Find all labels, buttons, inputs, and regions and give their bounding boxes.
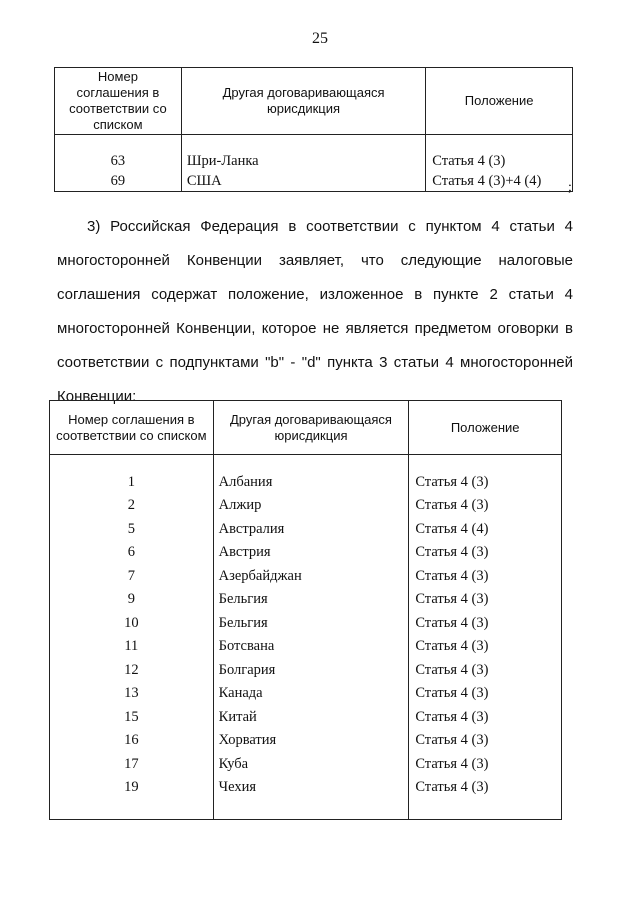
provision-text: Статья 4 (3): [409, 635, 562, 659]
table-row: [50, 729, 562, 753]
column-header-jurisdiction: Другая договаривающаяся юрисдикция: [181, 68, 425, 135]
column-header-number: Номер соглашения в соответствии со списком: [50, 401, 214, 455]
provision-text: Статья 4 (4): [409, 517, 562, 541]
provision-text: Статья 4 (3): [409, 541, 562, 565]
provision-text: Статья 4 (3): [409, 776, 562, 800]
column-header-jurisdiction: Другая договаривающаяся юрисдикция: [213, 401, 409, 455]
jurisdiction-name: Бельгия: [213, 611, 409, 635]
table-row: [50, 776, 562, 800]
table-row: [50, 588, 562, 612]
provision-text: Статья 4 (3): [409, 564, 562, 588]
table-row: [50, 517, 562, 541]
declaration-paragraph: [57, 210, 573, 414]
table-1-body: [55, 135, 573, 192]
agreement-number: 19: [50, 776, 214, 800]
jurisdiction-name: Албания: [213, 470, 409, 494]
jurisdiction-name: Алжир: [213, 494, 409, 518]
column-header-provision: Положение: [409, 401, 562, 455]
agreement-number: 12: [50, 658, 214, 682]
agreements-table-1: [54, 67, 573, 192]
column-header-provision: Положение: [426, 68, 573, 135]
trailing-semicolon: ;: [568, 180, 572, 195]
table-row: [50, 682, 562, 706]
column-header-number: Номер соглашения в соответствии со списком: [55, 68, 182, 135]
agreement-number: 17: [50, 752, 214, 776]
agreement-number: 2: [50, 494, 214, 518]
provision-text: Статья 4 (3): [409, 729, 562, 753]
agreement-number: 16: [50, 729, 214, 753]
provision-text: Статья 4 (3)+4 (4): [426, 171, 573, 192]
table-row: [50, 470, 562, 494]
table-row: [50, 494, 562, 518]
provision-text: Статья 4 (3): [409, 611, 562, 635]
agreement-number: 63: [55, 151, 182, 171]
agreement-number: 6: [50, 541, 214, 565]
jurisdiction-name: Куба: [213, 752, 409, 776]
provision-text: Статья 4 (3): [409, 752, 562, 776]
table-row: [50, 564, 562, 588]
provision-text: Статья 4 (3): [409, 494, 562, 518]
jurisdiction-name: Австралия: [213, 517, 409, 541]
provision-text: Статья 4 (3): [409, 705, 562, 729]
agreement-number: 1: [50, 470, 214, 494]
provision-text: Статья 4 (3): [409, 682, 562, 706]
jurisdiction-name: Австрия: [213, 541, 409, 565]
table-row: [50, 752, 562, 776]
jurisdiction-name: Ботсвана: [213, 635, 409, 659]
provision-text: Статья 4 (3): [409, 588, 562, 612]
paragraph-text: 3) Российская Федерация в соответствии с пунктом 4 статьи 4 многосторонней Конвенции заявляет, что следующие налоговые соглашения содержат положение, изложенное в пункте 2 статьи 4 многосторонней Конвенции, которое не является предметом оговорки в соответствии с подпунктами "b" - "d" пункта 3 статьи 4 многосторонней Конвенции:: [57, 218, 573, 405]
jurisdiction-name: Канада: [213, 682, 409, 706]
agreement-number: 7: [50, 564, 214, 588]
provision-text: Статья 4 (3): [409, 658, 562, 682]
jurisdiction-name: Шри-Ланка: [181, 151, 425, 171]
agreements-table-2: [49, 400, 562, 820]
jurisdiction-name: Хорватия: [213, 729, 409, 753]
table-2-body: [50, 455, 562, 820]
table-row: [50, 541, 562, 565]
agreement-number: 13: [50, 682, 214, 706]
agreement-number: 10: [50, 611, 214, 635]
agreement-number: 15: [50, 705, 214, 729]
agreement-number: 11: [50, 635, 214, 659]
table-row: [50, 611, 562, 635]
agreement-number: 5: [50, 517, 214, 541]
table-row: [50, 658, 562, 682]
table-row: [50, 635, 562, 659]
agreement-number: 69: [55, 171, 182, 192]
jurisdiction-name: Бельгия: [213, 588, 409, 612]
page-number: 25: [312, 30, 328, 47]
table-row: [50, 705, 562, 729]
provision-text: Статья 4 (3): [409, 470, 562, 494]
jurisdiction-name: Азербайджан: [213, 564, 409, 588]
jurisdiction-name: США: [181, 171, 425, 192]
jurisdiction-name: Чехия: [213, 776, 409, 800]
jurisdiction-name: Болгария: [213, 658, 409, 682]
provision-text: Статья 4 (3): [426, 151, 573, 171]
table-row: [55, 171, 573, 192]
jurisdiction-name: Китай: [213, 705, 409, 729]
table-row: [55, 151, 573, 171]
agreement-number: 9: [50, 588, 214, 612]
